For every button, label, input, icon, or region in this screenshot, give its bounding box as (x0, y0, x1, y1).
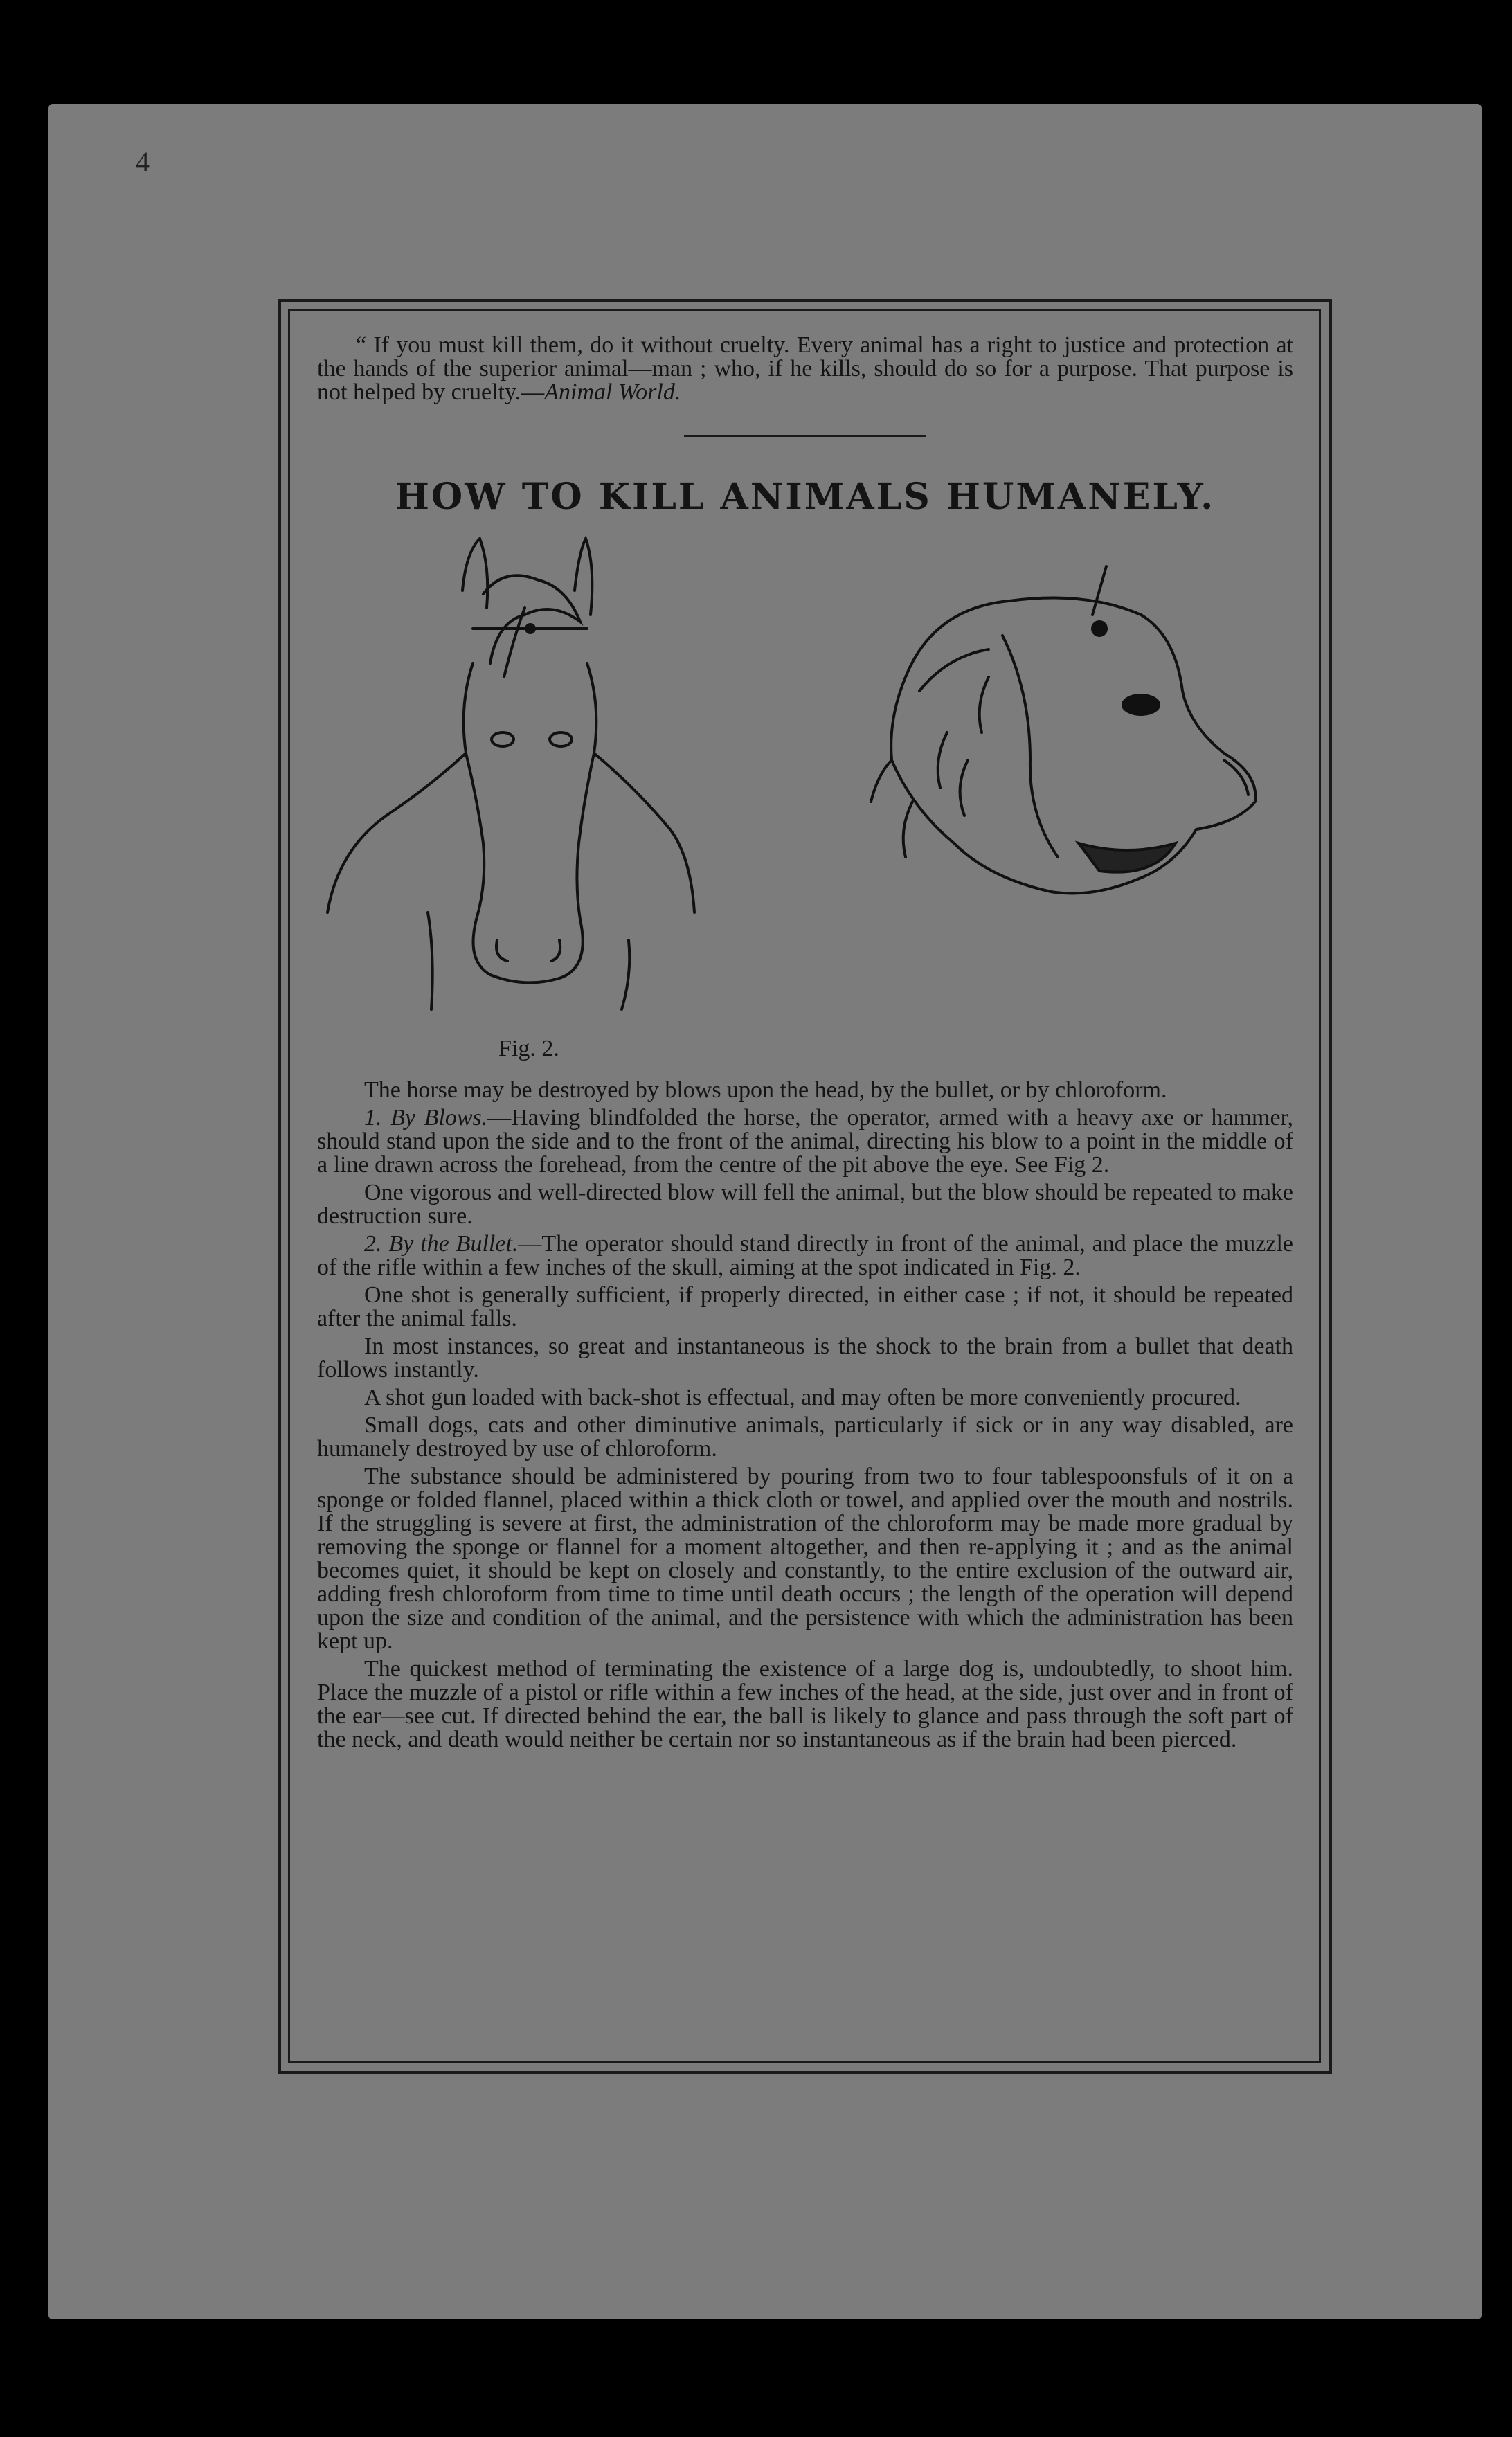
paragraph: The horse may be destroyed by blows upon the head, by the bullet, or by chloroform. (364, 1077, 1167, 1103)
paragraph-lead: 2. By the Bullet. (364, 1231, 519, 1257)
page-mark: 4 (136, 146, 150, 177)
dog-head-illustration (850, 552, 1279, 982)
paragraph: 2. By the Bullet.—The operator should stand directly in front of the animal, and place the muzzle of the rifle within a few inches of the skull, aiming at the spot indicated in Fig. 2. (317, 1231, 1293, 1280)
paragraph: One vigorous and well-directed blow will fell the animal, but the blow should be repeated to make destruction sure. (317, 1180, 1293, 1229)
paragraph: In most instances, so great and instantaneous is the shock to the brain from a bullet that death follows instantly. (317, 1333, 1293, 1383)
paragraph: One shot is generally sufficient, if properly directed, in either case ; if not, it should be repeated after the animal falls. (317, 1282, 1293, 1331)
paragraph: A shot gun loaded with back-shot is effectual, and may often be more conveniently procured. (364, 1385, 1241, 1410)
figure-2 (317, 525, 1293, 1072)
epigraph-source: Animal World. (544, 379, 681, 405)
page-title: HOW TO KILL ANIMALS HUMANELY. (395, 476, 1216, 518)
page-content (317, 334, 1293, 2044)
horse-head-illustration (317, 525, 705, 1037)
epigraph-quote: “ If you must kill them, do it without cruelty. Every animal has a right to justice and protection at the hands of the superior animal—man ; who, if he kills, should do so for a purpose. That purpose is not helped by cruelty.— (317, 332, 1293, 405)
article-body (317, 1079, 1293, 1752)
paragraph-lead: 1. By Blows. (364, 1105, 488, 1131)
epigraph (317, 334, 1293, 404)
divider-rule (684, 435, 926, 437)
paragraph: The substance should be administered by pouring from two to four tablespoonsfuls of it on a sponge or folded flannel, placed within a thick cloth or towel, and applied over the mouth and nostrils. If the struggling is severe at first, the administration of the chloroform may be made more gradual by removing the sponge or flannel for a moment altogether, and then re-applying it ; and as the animal becomes quiet, it should be kept on closely and constantly, to the entire exclusion of the outward air, adding fresh chloroform from time to time until death occurs ; the length of the operation will depend upon the size and condition of the animal, and the persistence with which the administration has been kept up. (317, 1464, 1293, 1654)
paragraph: 1. By Blows.—Having blindfolded the horse, the operator, armed with a heavy axe or hammer, should stand upon the side and to the front of the animal, directing his blow to a point in the middle of a line drawn across the forehead, from the centre of the pit above the eye. See Fig 2. (317, 1105, 1293, 1178)
paragraph: The quickest method of terminating the existence of a large dog is, undoubtedly, to shoot him. Place the muzzle of a pistol or rifle within a few inches of the head, at the side, just over and in front of the ear—see cut. If directed behind the ear, the ball is likely to glance and pass through the soft part of the neck, and death would neither be certain nor so instantaneous as if the brain had been pierced. (317, 1656, 1293, 1752)
figure-caption: Fig. 2. (498, 1036, 559, 1061)
paragraph: Small dogs, cats and other diminutive animals, particularly if sick or in any way disabled, are humanely destroyed by use of chloroform. (317, 1412, 1293, 1462)
